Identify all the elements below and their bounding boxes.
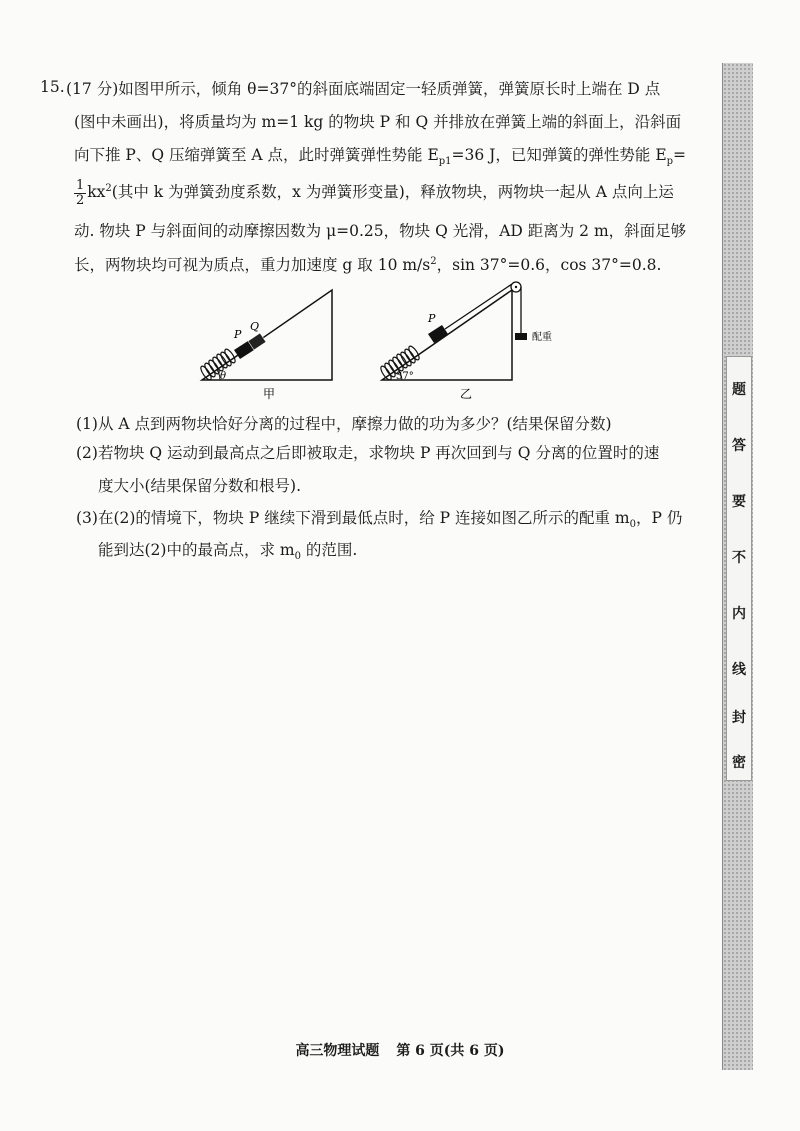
sub-question-3-line-2: [98, 539, 357, 568]
fraction-denominator: 2: [76, 192, 85, 208]
seal-char-bu: 不: [732, 550, 746, 566]
sub-question-1: (1)从 A 点到两物块恰好分离的过程中，摩擦力做的功为多少？(结果保留分数): [76, 415, 612, 433]
rope-incline-yi: [445, 284, 512, 329]
label-p-jia: P: [234, 328, 242, 341]
caption-yi: 乙: [460, 387, 473, 401]
line4-part-a: kx: [87, 183, 106, 202]
ms2-superscript: 2: [430, 256, 437, 267]
q3-part-a1: (3)在(2)的情境下，物块 P 继续下滑到最低点时，给 P 连接如图乙所示的配重 m: [76, 509, 630, 527]
question-line-4: [74, 178, 674, 208]
line6-part-a: 长，两物块均可视为质点，重力加速度 g 取 10 m/s: [74, 256, 431, 275]
seal-char-xian: 线: [732, 662, 746, 678]
seal-char-nei: 内: [732, 606, 746, 622]
q3-part-b2: 的范围.: [300, 541, 358, 559]
question-line-6: [74, 251, 661, 276]
incline-jia: [202, 290, 332, 380]
question-number: 15.: [40, 78, 65, 96]
seal-line-box: [726, 356, 752, 781]
label-weight-yi: 配重: [532, 332, 552, 343]
spring-jia: [199, 348, 237, 382]
line3-part-b: =36 J，已知弹簧的弹性势能 E: [451, 146, 667, 164]
question-line-1: (17 分)如图甲所示，倾角 θ=37°的斜面底端固定一轻质弹簧，弹簧原长时上端在 D 点: [66, 80, 661, 98]
line3-part-a: 向下推 P、Q 压缩弹簧至 A 点，此时弹簧弹性势能 E: [74, 146, 439, 164]
block-p-yi: [428, 325, 448, 343]
incline-yi: [382, 290, 512, 380]
seal-char-da: 答: [732, 438, 746, 454]
ep-subscript: p: [666, 156, 674, 168]
footer-title: 高三物理试题: [295, 1043, 380, 1059]
counterweight-yi: [515, 333, 527, 340]
x-squared-superscript: 2: [105, 183, 112, 194]
line4-part-b: (其中 k 为弹簧劲度系数，x 为弹簧形变量)，释放物块，两物块一起从 A 点向上运: [111, 183, 674, 202]
line6-part-b: ，sin 37°=0.6，cos 37°=0.8.: [436, 256, 662, 275]
page-footer: [0, 1040, 800, 1060]
m0-subscript-a: 0: [629, 519, 636, 531]
label-p-yi: P: [428, 312, 436, 325]
q3-part-a2: ，P 仍: [635, 509, 683, 527]
half-fraction: [74, 179, 86, 208]
seal-char-ti: 题: [732, 382, 746, 398]
seal-char-feng: 封: [732, 710, 746, 726]
sub-question-3-line-1: [76, 507, 682, 536]
figure-yi: [379, 282, 552, 401]
label-theta-jia: θ: [220, 371, 227, 382]
seal-char-mi: 密: [732, 755, 746, 771]
question-line-3: [74, 144, 686, 173]
m0-subscript-b: 0: [294, 551, 301, 563]
label-q-jia: Q: [250, 320, 260, 333]
sub-question-2-line-2: 度大小(结果保留分数和根号).: [98, 477, 302, 495]
figure-jia: [199, 290, 332, 401]
caption-jia: 甲: [263, 387, 276, 401]
q3-part-b1: 能到达(2)中的最高点，求 m: [98, 541, 295, 559]
label-angle-yi: 37°: [396, 371, 414, 382]
question-line-2: (图中未画出)，将质量均为 m=1 kg 的物块 P 和 Q 并排放在弹簧上端的斜面上，沿斜面: [74, 113, 682, 131]
line3-part-c: =: [673, 146, 687, 164]
figures-svg: [190, 278, 552, 403]
question-line-5: 动. 物块 P 与斜面间的动摩擦因数为 μ=0.25，物块 Q 光滑，AD 距离为 2 m，斜面足够: [74, 222, 687, 240]
footer-page-number: 第 6 页(共 6 页): [396, 1043, 505, 1059]
seal-char-yao: 要: [732, 494, 746, 510]
sub-question-2-line-1: (2)若物块 Q 运动到最高点之后即被取走，求物块 P 再次回到与 Q 分离的位置时的速: [76, 444, 660, 462]
ep1-subscript: p1: [438, 156, 452, 168]
fraction-numerator: 1: [76, 177, 85, 193]
